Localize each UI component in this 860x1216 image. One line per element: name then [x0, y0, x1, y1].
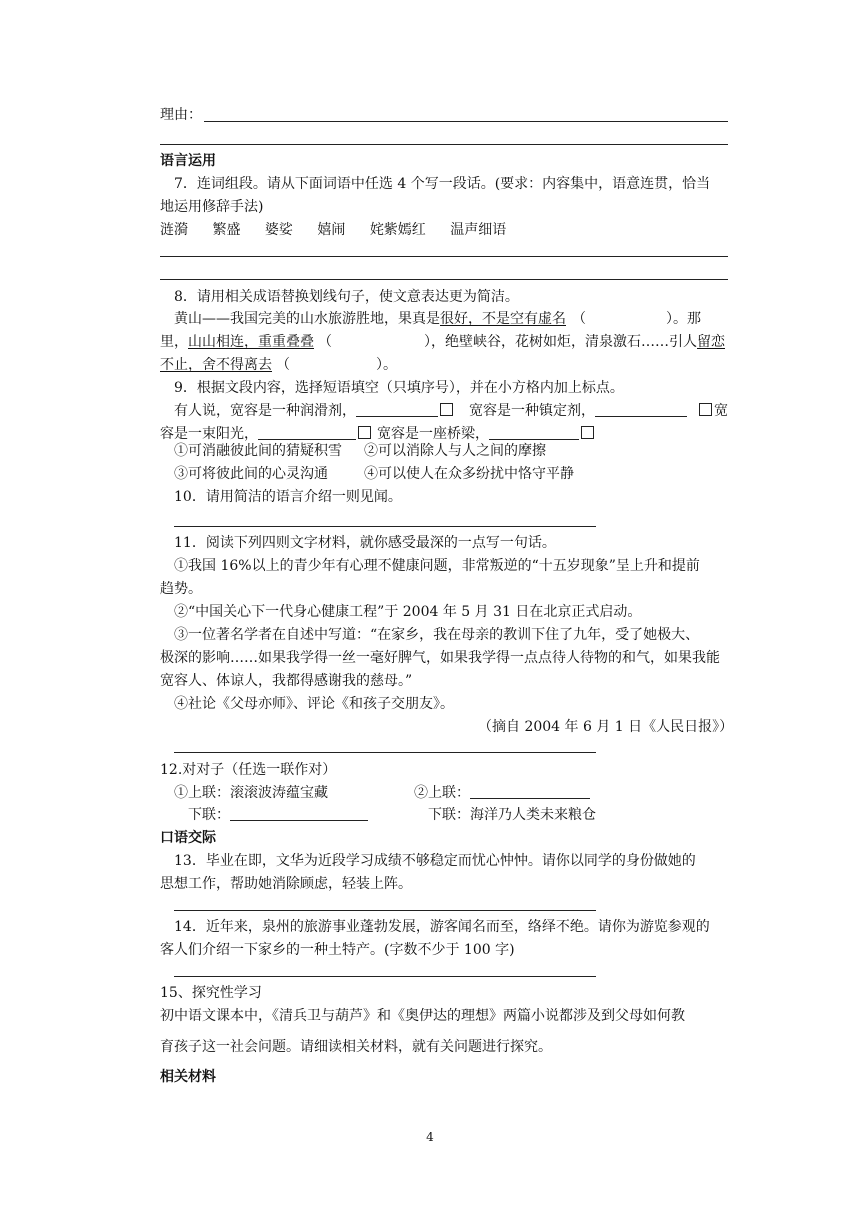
- q15-line1: 初中语文课本中，《清兵卫与葫芦》和《奥伊达的理想》两篇小说都涉及到父母如何教: [160, 1008, 685, 1024]
- q8-line3: [160, 356, 397, 374]
- q13-line1: 13．毕业在即，文华为近段学习成绩不够稳定而忧心忡忡。请你以同学的身份做她的: [174, 853, 696, 869]
- q9-text: 宽: [714, 403, 728, 419]
- q7-word: 婆娑: [264, 222, 293, 238]
- q9-line1: [174, 402, 728, 420]
- q7-word: 姹紫嫣红: [369, 222, 426, 238]
- couplet-blank[interactable]: [230, 806, 368, 821]
- page-number: 4: [426, 1130, 434, 1144]
- q8-underlined-phrase: 很好，不是空有虚名: [440, 311, 566, 327]
- q12-prompt: 12.对对子（任选一联作对）: [160, 762, 337, 778]
- answer-line[interactable]: [174, 526, 596, 527]
- q13-line2: 思想工作，帮助她消除顾虑，轻装上阵。: [160, 876, 412, 892]
- q11-material-2: ②“中国关心下一代身心健康工程”于 2004 年 5 月 31 日在北京正式启动。: [174, 604, 642, 620]
- q10-prompt: 10．请用简洁的语言介绍一则见闻。: [174, 489, 402, 505]
- q11-material-1-cont: 趋势。: [160, 581, 202, 597]
- answer-line[interactable]: [204, 121, 728, 122]
- punctuation-box[interactable]: [440, 403, 453, 416]
- answer-line[interactable]: [174, 976, 596, 977]
- q9-fill-blank[interactable]: [595, 402, 687, 417]
- q9-option: ③可将彼此间的心灵沟通: [174, 466, 328, 482]
- q11-material-3-cont: 宽容人、体谅人，我都得感谢我的慈母。”: [160, 673, 413, 689]
- reason-label: 理由：: [160, 107, 202, 123]
- q14-line2: 客人们介绍一下家乡的一种土特产。(字数不少于 100 字): [160, 942, 515, 958]
- q15-line2: 育孩子这一社会问题。请细读相关材料，就有关问题进行探究。: [160, 1039, 552, 1055]
- q7-line2: 地运用修辞手法): [160, 199, 264, 215]
- q9-option: ①可消融彼此间的猜疑积雪: [174, 443, 342, 459]
- q9-line2: [160, 425, 596, 443]
- materials-title: 相关材料: [160, 1069, 216, 1085]
- q15-title: 15、探究性学习: [160, 985, 262, 1001]
- q8-prompt: 8．请用相关成语替换划线句子，使文意表达更为简洁。: [174, 289, 519, 305]
- section-title-language-use: 语言运用: [160, 153, 216, 169]
- q7-word: 嬉闹: [317, 222, 346, 238]
- q8-text: ），绝壁峡谷，花树如炬，清泉激石……引人: [424, 334, 697, 350]
- q8-line2: [160, 333, 725, 351]
- answer-line[interactable]: [160, 279, 728, 280]
- couplet-1-upper: ①上联：滚滚波涛蕴宝藏: [174, 785, 328, 801]
- q9-fill-blank[interactable]: [489, 425, 579, 440]
- couplet-label: ②上联：: [414, 785, 470, 801]
- punctuation-box[interactable]: [699, 403, 712, 416]
- q9-fill-blank[interactable]: [258, 425, 356, 440]
- q8-text: ）。那: [666, 311, 701, 327]
- section-title-oral: 口语交际: [160, 830, 216, 846]
- q11-material-3-cont: 极深的影响……如果我学得一丝一毫好脾气，如果我学得一点点待人待物的和气，如果我能: [160, 650, 720, 666]
- q9-text: 有人说，宽容是一种润滑剂，: [174, 403, 356, 419]
- q11-material-1: ①我国 16%以上的青少年有心理不健康问题，非常叛逆的“十五岁现象”呈上升和提前: [174, 558, 700, 574]
- q9-text: 宽容是一座桥梁，: [377, 426, 489, 442]
- punctuation-box[interactable]: [581, 426, 594, 439]
- answer-line[interactable]: [160, 144, 728, 145]
- q8-line1: [174, 310, 701, 328]
- q14-line1: 14．近年来，泉州的旅游事业蓬勃发展，游客闻名而至，络绎不绝。请你为游览参观的: [174, 919, 710, 935]
- q9-fill-blank[interactable]: [356, 402, 438, 417]
- q9-text: 宽容是一种镇定剂，: [469, 403, 595, 419]
- q11-prompt: 11．阅读下列四则文字材料，就你感受最深的一点写一句话。: [174, 535, 556, 551]
- q7-word-list: [160, 221, 506, 239]
- q7-word: 涟漪: [160, 222, 188, 238]
- q8-underlined-phrase: 不止，舍不得离去: [160, 357, 272, 373]
- answer-line[interactable]: [160, 256, 728, 257]
- q8-underlined-phrase: 留恋: [697, 334, 725, 350]
- q11-material-4: ④社论《父母亦师》、评论《和孩子交朋友》。: [174, 696, 454, 712]
- q8-text: ）。: [376, 357, 397, 373]
- q11-source: （摘自 2004 年 6 月 1 日《人民日报》）: [478, 719, 734, 735]
- q8-text: 里，: [160, 334, 188, 350]
- couplet-1-lower: [188, 806, 368, 824]
- q8-text: 黄山——我国完美的山水旅游胜地，果真是: [174, 311, 440, 327]
- q9-prompt: 9．根据文段内容，选择短语填空（只填序号），并在小方格内加上标点。: [174, 380, 624, 396]
- couplet-2-lower: 下联：海洋乃人类未来粮仓: [428, 807, 596, 823]
- q7-word: 温声细语: [450, 222, 507, 238]
- q7-word: 繁盛: [212, 222, 241, 238]
- q8-text: （: [318, 334, 332, 350]
- couplet-2-upper: [414, 784, 590, 802]
- q9-text: 容是一束阳光，: [160, 426, 258, 442]
- q8-text: （: [276, 357, 290, 373]
- q8-text: （: [572, 311, 586, 327]
- punctuation-box[interactable]: [358, 426, 371, 439]
- couplet-blank[interactable]: [470, 784, 590, 799]
- couplet-label: 下联：: [188, 807, 230, 823]
- q11-material-3: ③一位著名学者在自述中写道：“在家乡，我在母亲的教训下住了九年，受了她极大、: [174, 627, 700, 643]
- q7-line1: 7．连词组段。请从下面词语中任选 4 个写一段话。(要求：内容集中，语意连贯，恰当: [174, 176, 711, 192]
- answer-line[interactable]: [174, 752, 596, 753]
- q8-underlined-phrase: 山山相连，重重叠叠: [188, 334, 314, 350]
- q9-option: ②可以消除人与人之间的摩擦: [364, 443, 546, 459]
- q9-option: ④可以使人在众多纷扰中恪守平静: [364, 466, 574, 482]
- answer-line[interactable]: [174, 910, 596, 911]
